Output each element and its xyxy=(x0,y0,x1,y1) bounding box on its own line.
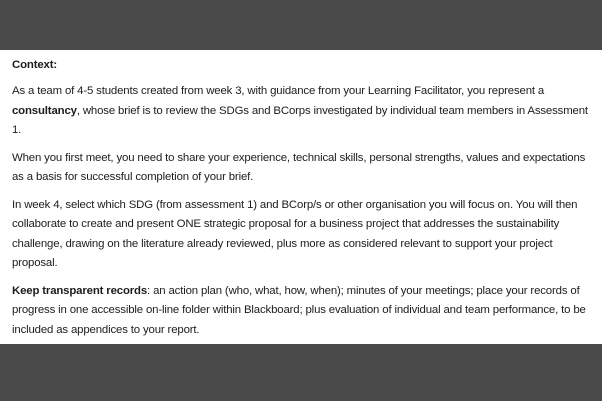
paragraph-transparent-records xyxy=(12,282,588,341)
bottom-dark-band xyxy=(0,344,602,401)
consultancy-emphasis: consultancy xyxy=(12,104,77,117)
document-page xyxy=(0,50,602,344)
paragraph-first-meeting: When you first meet, you need to share your experience, technical skills, personal strengths, values and expectations as a basis for successful completion of your brief. xyxy=(12,151,586,183)
keep-records-emphasis: Keep transparent records xyxy=(12,284,148,297)
paragraph-1-pre: As a team of 4-5 students created from week 3, with guidance from your Learning Facilitator, you represent a xyxy=(12,85,545,97)
paragraph-1-post: , whose brief is to review the SDGs and BCorps investigated by individual team members in Assessment 1. xyxy=(12,104,588,136)
context-heading: Context: xyxy=(12,59,57,71)
paragraph-team-consultancy xyxy=(12,82,588,141)
paragraph-week-4-proposal: In week 4, select which SDG (from assessment 1) and BCorp/s or other organisation you will focus on. You will then collaborate to create and present ONE strategic proposal for a business project that addresses the sustainability challenge, drawing on the literature already reviewed, plus more as considered relevant to support your project proposal. xyxy=(12,198,578,269)
top-dark-band xyxy=(0,0,602,50)
paragraph-4-post: : an action plan (who, what, how, when); minutes of your meetings; place your records of progress in one accessible on-line folder within Blackboard; plus evaluation of individual and team performance, to be included as appendices to your report. xyxy=(12,284,586,336)
